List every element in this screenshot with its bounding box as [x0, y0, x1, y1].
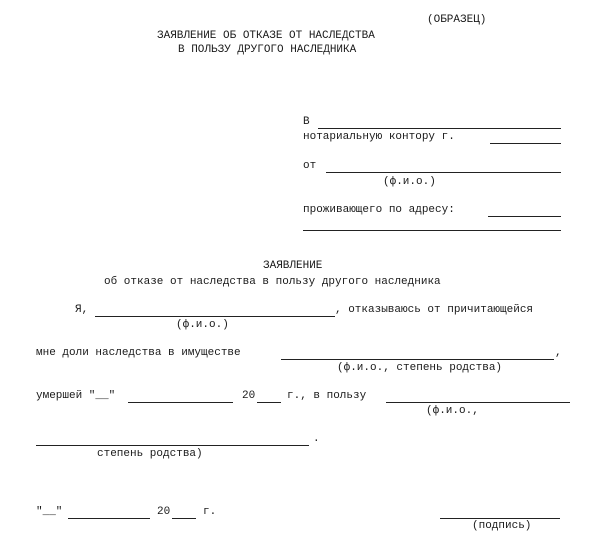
deceased-fio-field[interactable]	[281, 359, 554, 360]
signature-hint: (подпись)	[472, 520, 532, 532]
death-month-field[interactable]	[128, 402, 233, 403]
address-label: проживающего по адресу:	[303, 204, 455, 216]
in-favor-text: г., в пользу	[287, 390, 367, 402]
applicant-fio-hint: (ф.и.о.)	[383, 176, 436, 188]
share-text: мне доли наследства в имуществе	[36, 347, 241, 359]
city-field[interactable]	[490, 143, 561, 144]
deceased-date-label: умершей "__"	[36, 390, 116, 402]
document-title-line2: В ПОЛЬЗУ ДРУГОГО НАСЛЕДНИКА	[178, 44, 357, 56]
relation-hint: степень родства)	[97, 448, 203, 460]
refuse-text: , отказываюсь от причитающейся	[335, 304, 534, 316]
i-label: Я,	[75, 304, 89, 316]
sign-year-prefix: 20	[157, 506, 171, 518]
signature-field[interactable]	[440, 518, 560, 519]
death-year-prefix: 20	[242, 390, 256, 402]
document-title-line1: ЗАЯВЛЕНИЕ ОБ ОТКАЗЕ ОТ НАСЛЕДСТВА	[157, 30, 375, 42]
from-label: от	[303, 160, 317, 172]
address-field-line1[interactable]	[488, 216, 561, 217]
statement-subheading: об отказе от наследства в пользу другого наследника	[104, 276, 441, 288]
notary-office-field[interactable]	[318, 128, 561, 129]
period: .	[313, 433, 320, 445]
sample-mark: (ОБРАЗЕЦ)	[427, 14, 487, 26]
statement-heading: ЗАЯВЛЕНИЕ	[263, 260, 323, 272]
office-label: нотариальную контору г.	[303, 131, 455, 143]
address-field-line2[interactable]	[303, 230, 561, 231]
deceased-fio-hint: (ф.и.о., степень родства)	[337, 362, 503, 374]
sign-year-field[interactable]	[172, 518, 196, 519]
beneficiary-fio-field[interactable]	[386, 402, 570, 403]
sign-month-field[interactable]	[68, 518, 150, 519]
to-label: В	[303, 116, 310, 128]
sign-year-suffix: г.	[203, 506, 217, 518]
beneficiary-relation-field[interactable]	[36, 445, 309, 446]
death-year-field[interactable]	[257, 402, 281, 403]
declarant-fio-field[interactable]	[95, 316, 335, 317]
footer-date-open: "__"	[36, 506, 63, 518]
comma: ,	[555, 347, 562, 359]
beneficiary-fio-hint: (ф.и.о.,	[426, 405, 479, 417]
applicant-fio-field[interactable]	[326, 172, 561, 173]
declarant-fio-hint: (ф.и.о.)	[176, 319, 229, 331]
